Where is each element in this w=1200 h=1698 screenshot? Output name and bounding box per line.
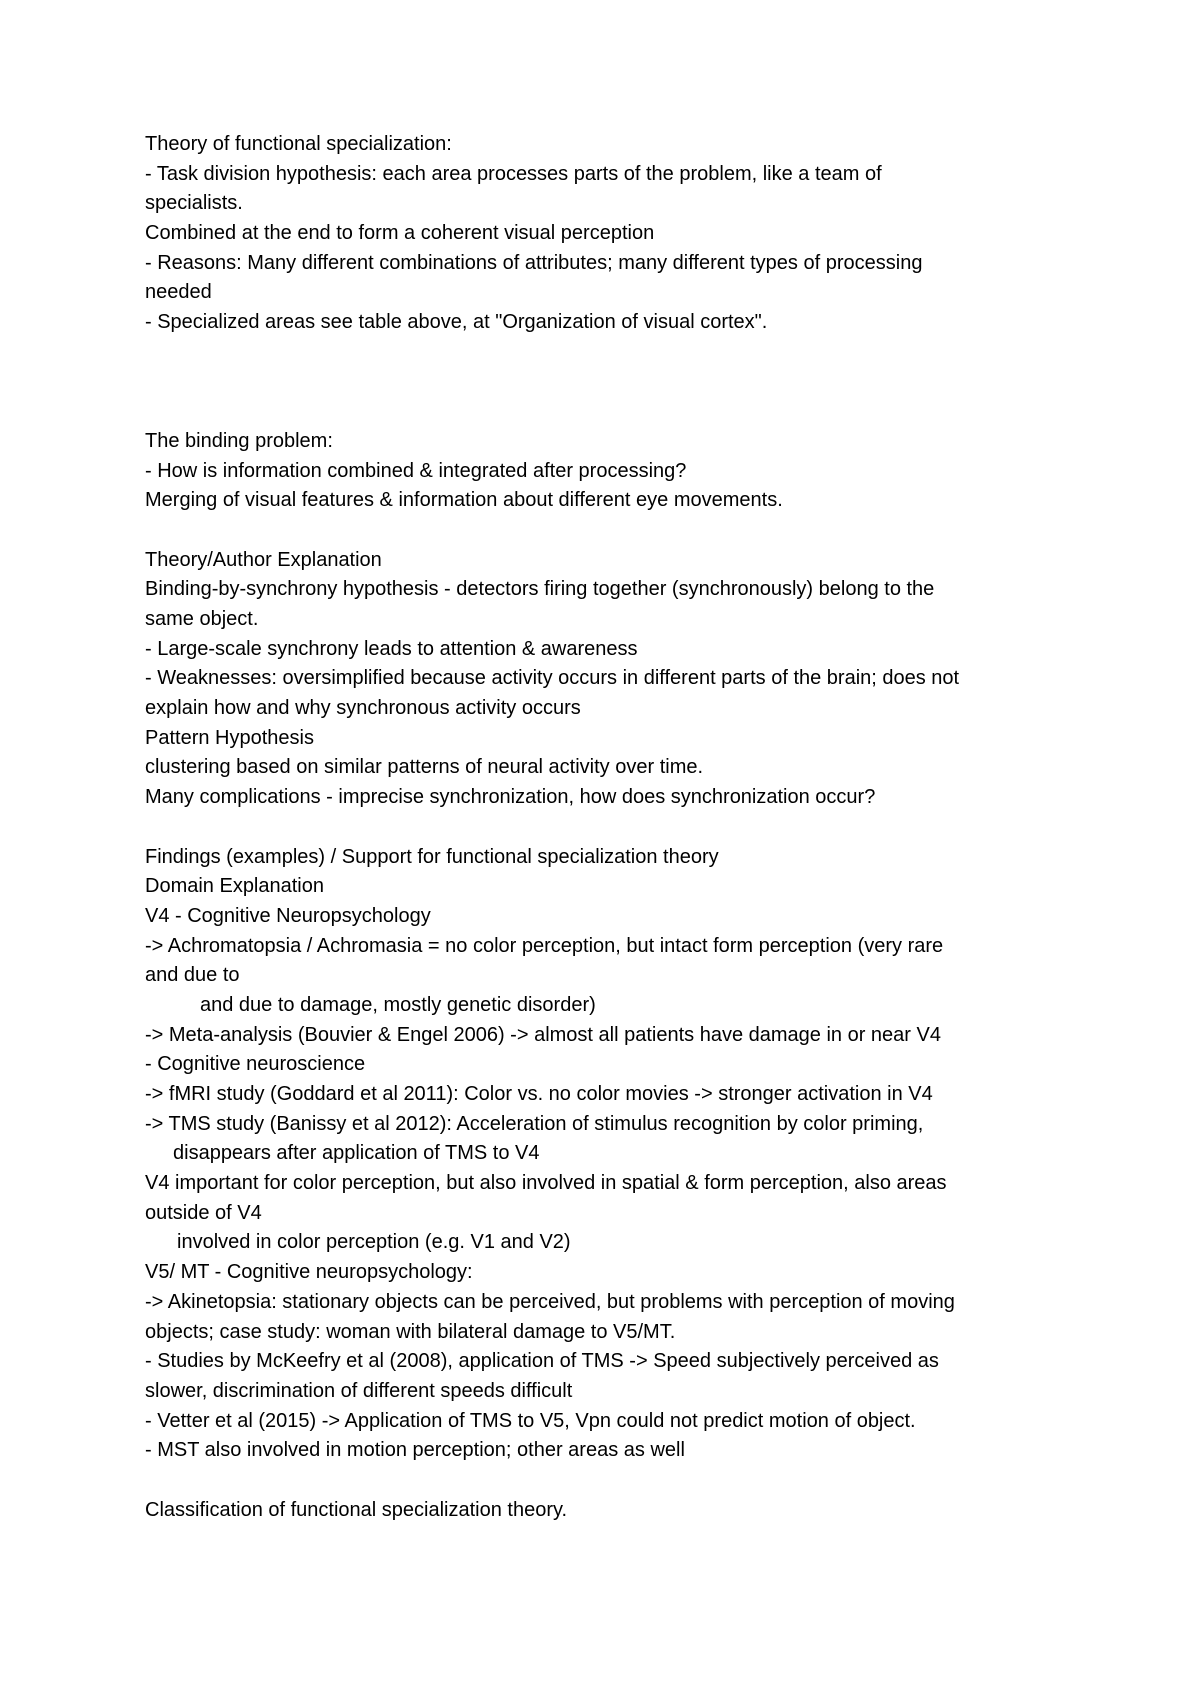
text-line: Domain Explanation (145, 875, 324, 898)
text-line: slower, discrimination of different speeds difficult (145, 1379, 573, 1402)
heading-classification: Classification of functional specialization theory. (145, 1498, 568, 1521)
text-line: - Large-scale synchrony leads to attention & awareness (145, 637, 638, 660)
text-line: -> Achromatopsia / Achromasia = no color perception, but intact form perception (very rare (145, 934, 944, 957)
blank-line (145, 368, 1075, 398)
text-line: Combined at the end to form a coherent visual perception (145, 222, 655, 245)
text-line: Merging of visual features & information about different eye movements. (145, 489, 783, 512)
text-line: clustering based on similar patterns of neural activity over time. (145, 756, 704, 779)
blank-line (145, 338, 1075, 368)
text-line: Many complications - imprecise synchronization, how does synchronization occur? (145, 786, 876, 809)
text-line: - Weaknesses: oversimplified because activity occurs in different parts of the brain; does not (145, 667, 960, 690)
document-body (145, 130, 1075, 1525)
blank-line (145, 516, 1075, 546)
text-line: same object. (145, 608, 259, 630)
heading-theory-author: Theory/Author Explanation (145, 548, 382, 571)
text-line: -> fMRI study (Goddard et al 2011): Color vs. no color movies -> stronger activation in V4 (145, 1083, 933, 1105)
text-line: - Task division hypothesis: each area processes parts of the problem, like a team of (145, 162, 882, 185)
text-line: V5/ MT - Cognitive neuropsychology: (145, 1261, 473, 1284)
text-line: specialists. (145, 192, 243, 215)
text-line: needed (145, 281, 212, 304)
text-line: - Studies by McKeefry et al (2008), application of TMS -> Speed subjectively perceived as (145, 1350, 939, 1373)
text-line: V4 important for color perception, but also involved in spatial & form perception, also areas (145, 1172, 947, 1195)
heading-functional-specialization: Theory of functional specialization: (145, 133, 452, 155)
heading-findings: Findings (examples) / Support for functional specialization theory (145, 845, 719, 868)
text-line: outside of V4 (145, 1201, 262, 1224)
text-line: explain how and why synchronous activity occurs (145, 697, 581, 720)
text-line: - Specialized areas see table above, at "Organization of visual cortex". (145, 311, 768, 334)
text-line: Binding-by-synchrony hypothesis - detectors firing together (synchronously) belong to the (145, 578, 935, 601)
text-line: - Vetter et al (2015) -> Application of TMS to V5, Vpn could not predict motion of object. (145, 1409, 916, 1432)
text-line: disappears after application of TMS to V4 (173, 1142, 540, 1165)
blank-line (145, 397, 1075, 427)
text-line: and due to (145, 964, 240, 987)
text-line: - MST also involved in motion perception; other areas as well (145, 1439, 685, 1462)
text-line: objects; case study: woman with bilateral damage to V5/MT. (145, 1320, 676, 1343)
text-line: -> TMS study (Banissy et al 2012): Acceleration of stimulus recognition by color priming, (145, 1112, 924, 1135)
text-line: -> Akinetopsia: stationary objects can be perceived, but problems with perception of moving (145, 1290, 955, 1313)
text-line: - How is information combined & integrated after processing? (145, 459, 687, 482)
text-line: - Cognitive neuroscience (145, 1053, 366, 1076)
text-line: Pattern Hypothesis (145, 726, 314, 749)
text-line: - Reasons: Many different combinations of attributes; many different types of processing (145, 251, 923, 274)
blank-line (145, 813, 1075, 843)
text-line: V4 - Cognitive Neuropsychology (145, 904, 431, 927)
heading-binding-problem: The binding problem: (145, 429, 333, 452)
text-line: -> Meta-analysis (Bouvier & Engel 2006) -> almost all patients have damage in or near V4 (145, 1023, 941, 1046)
text-line: involved in color perception (e.g. V1 and V2) (177, 1231, 571, 1254)
text-line: and due to damage, mostly genetic disorder) (200, 993, 596, 1016)
blank-line (145, 1466, 1075, 1496)
